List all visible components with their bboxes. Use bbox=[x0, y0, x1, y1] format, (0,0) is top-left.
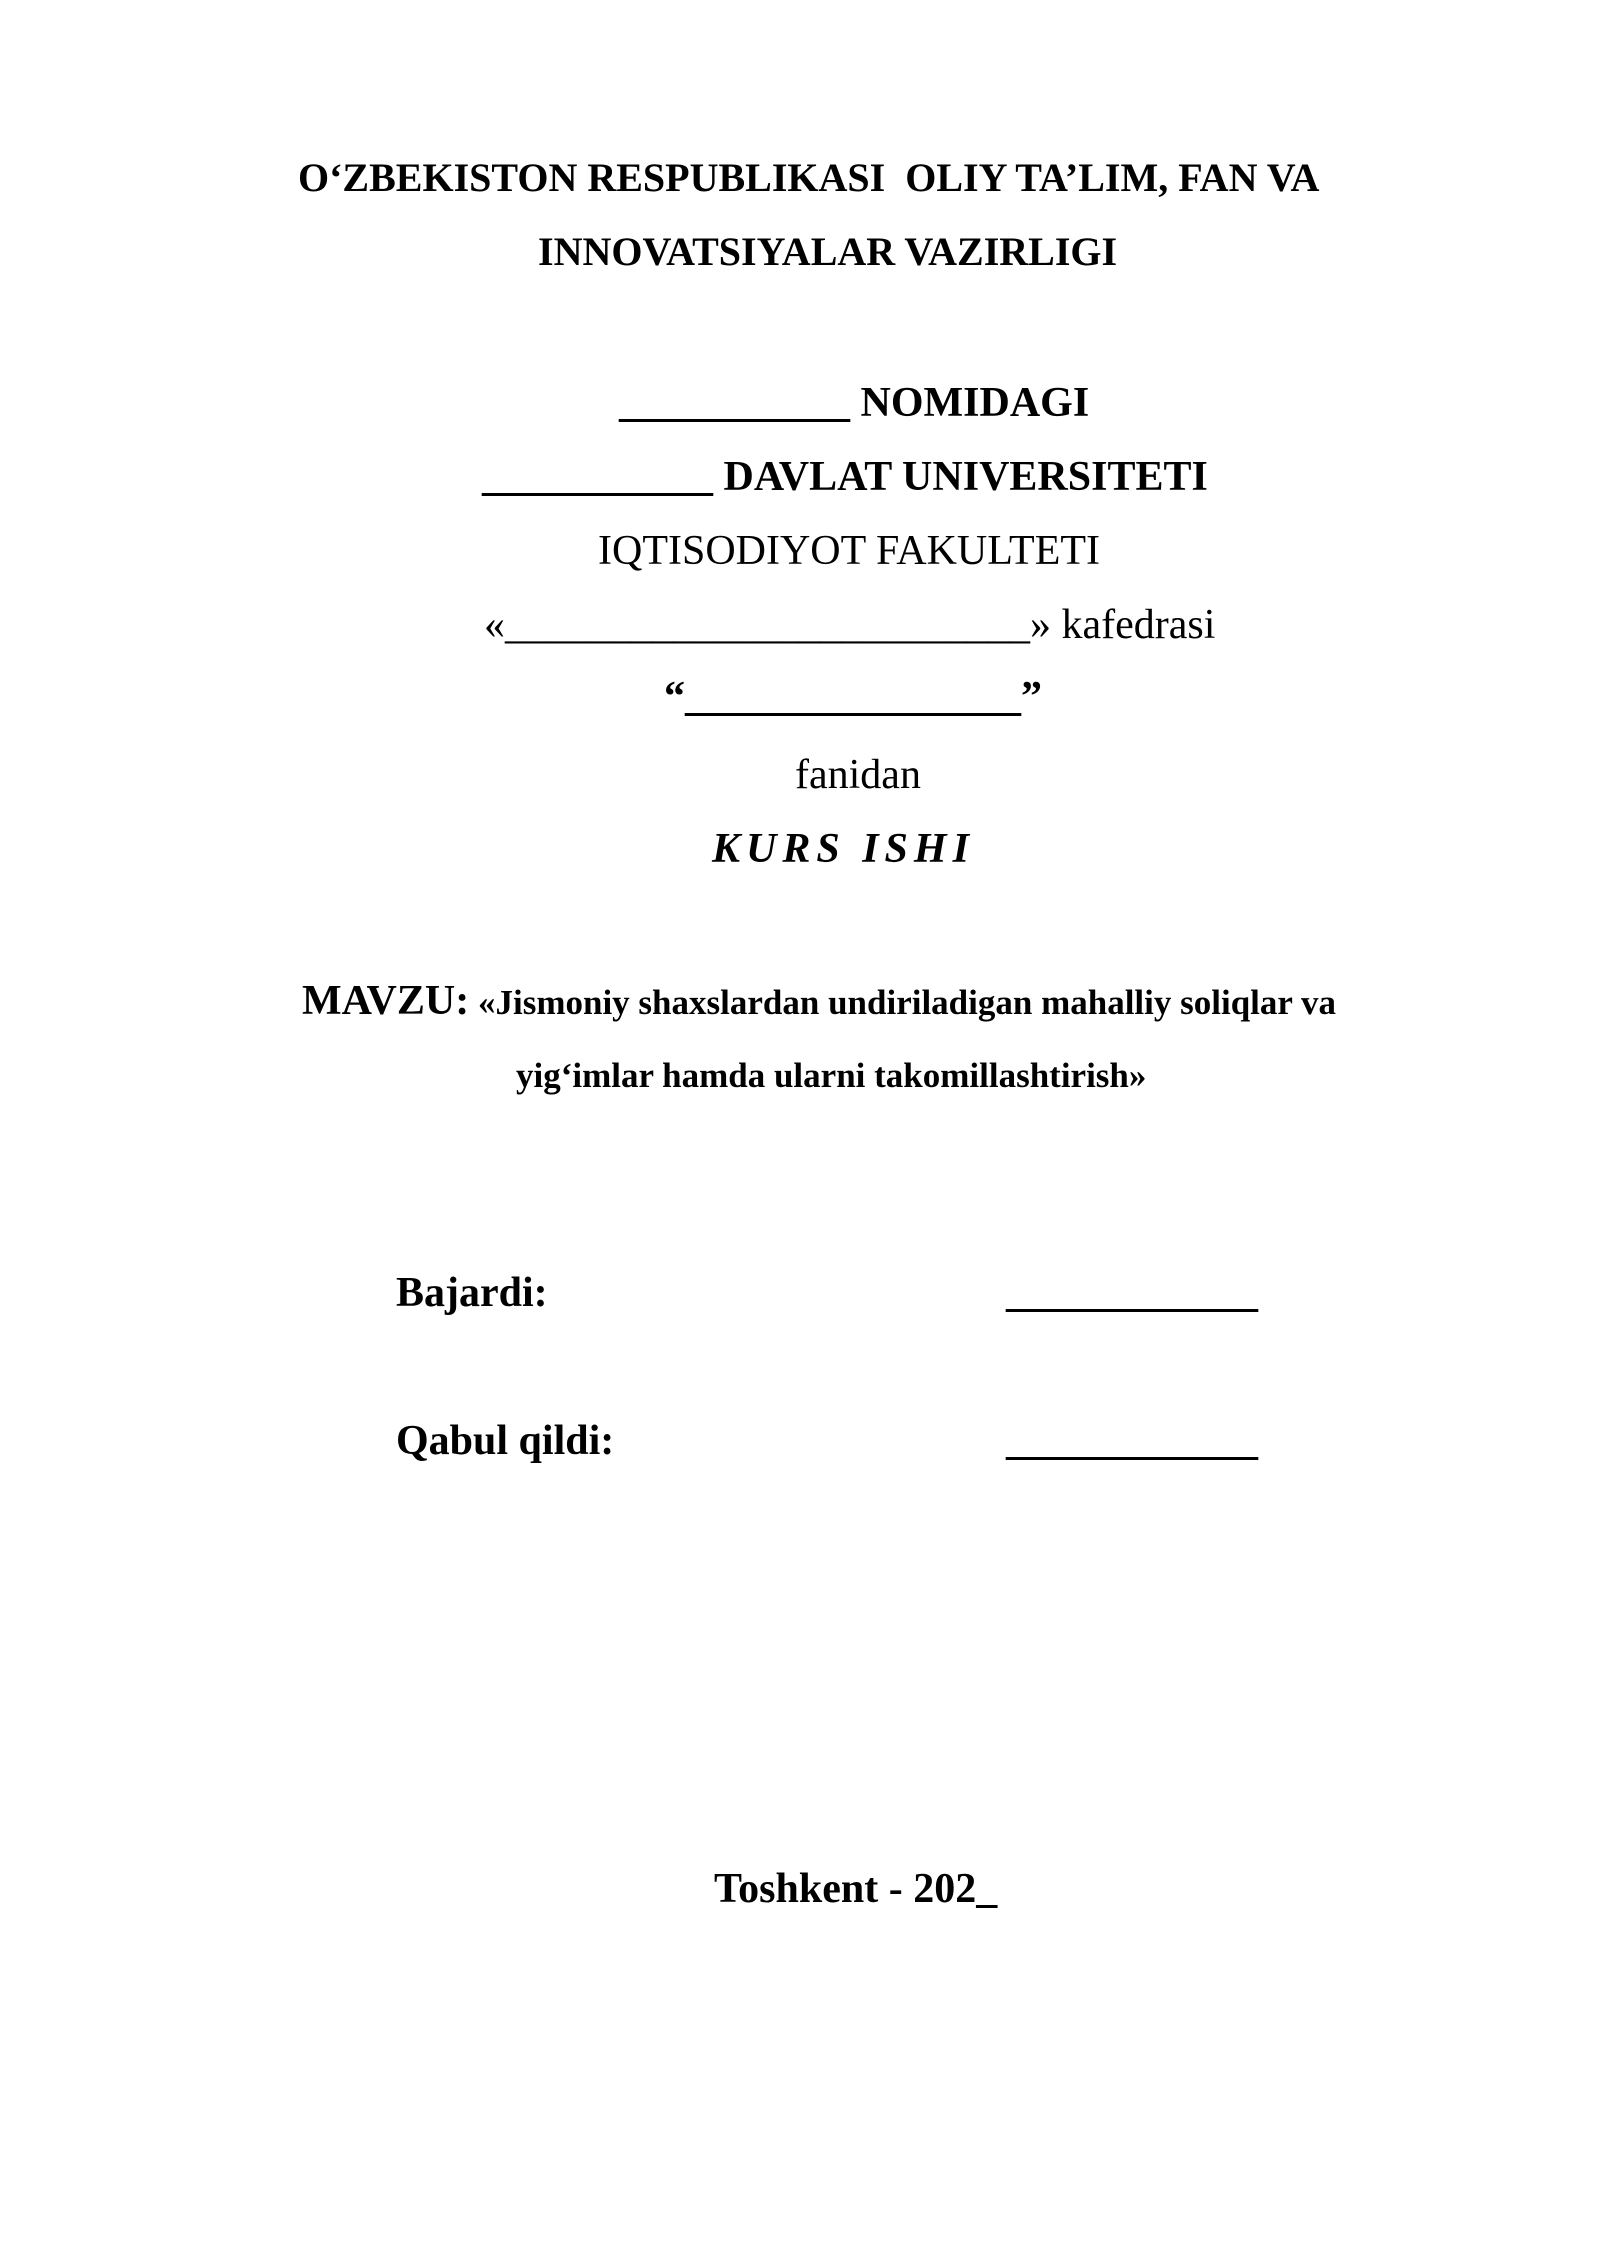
university-name: ___________ DAVLAT UNIVERSITETI bbox=[482, 454, 1208, 500]
performed-by-row bbox=[396, 1272, 1296, 1332]
topic-line1 bbox=[302, 980, 1432, 1022]
work-type-title: KURS ISHI bbox=[712, 826, 975, 872]
faculty-name: IQTISODIYOT FAKULTETI bbox=[598, 528, 1101, 574]
topic-text-line1: «Jismoniy shaxslardan undiriladigan mahalliy soliqlar va bbox=[469, 983, 1337, 1022]
accepted-by-row bbox=[396, 1420, 1296, 1480]
accepted-by-label: Qabul qildi: bbox=[396, 1418, 615, 1464]
performed-by-blank: ____________ bbox=[1006, 1270, 1258, 1316]
performed-by-label: Bajardi: bbox=[396, 1270, 548, 1316]
ministry-title-line2: INNOVATSIYALAR VAZIRLIGI bbox=[538, 229, 1118, 274]
ministry-title-line1: O‘ZBEKISTON RESPUBLIKASI OLIY TA’LIM, FAN VA bbox=[298, 155, 1320, 200]
topic-line2: yig‘imlar hamda ularni takomillashtirish» bbox=[516, 1056, 1147, 1095]
named-after-line: ___________ NOMIDAGI bbox=[619, 380, 1090, 426]
subject-blank: “________________” bbox=[664, 674, 1042, 720]
topic-label: MAVZU: bbox=[302, 978, 470, 1024]
city-year: Toshkent - 202_ bbox=[714, 1866, 998, 1912]
accepted-by-blank: ____________ bbox=[1006, 1418, 1258, 1464]
subject-suffix: fanidan bbox=[795, 752, 921, 798]
department-line: «_________________________» kafedrasi bbox=[484, 602, 1216, 648]
